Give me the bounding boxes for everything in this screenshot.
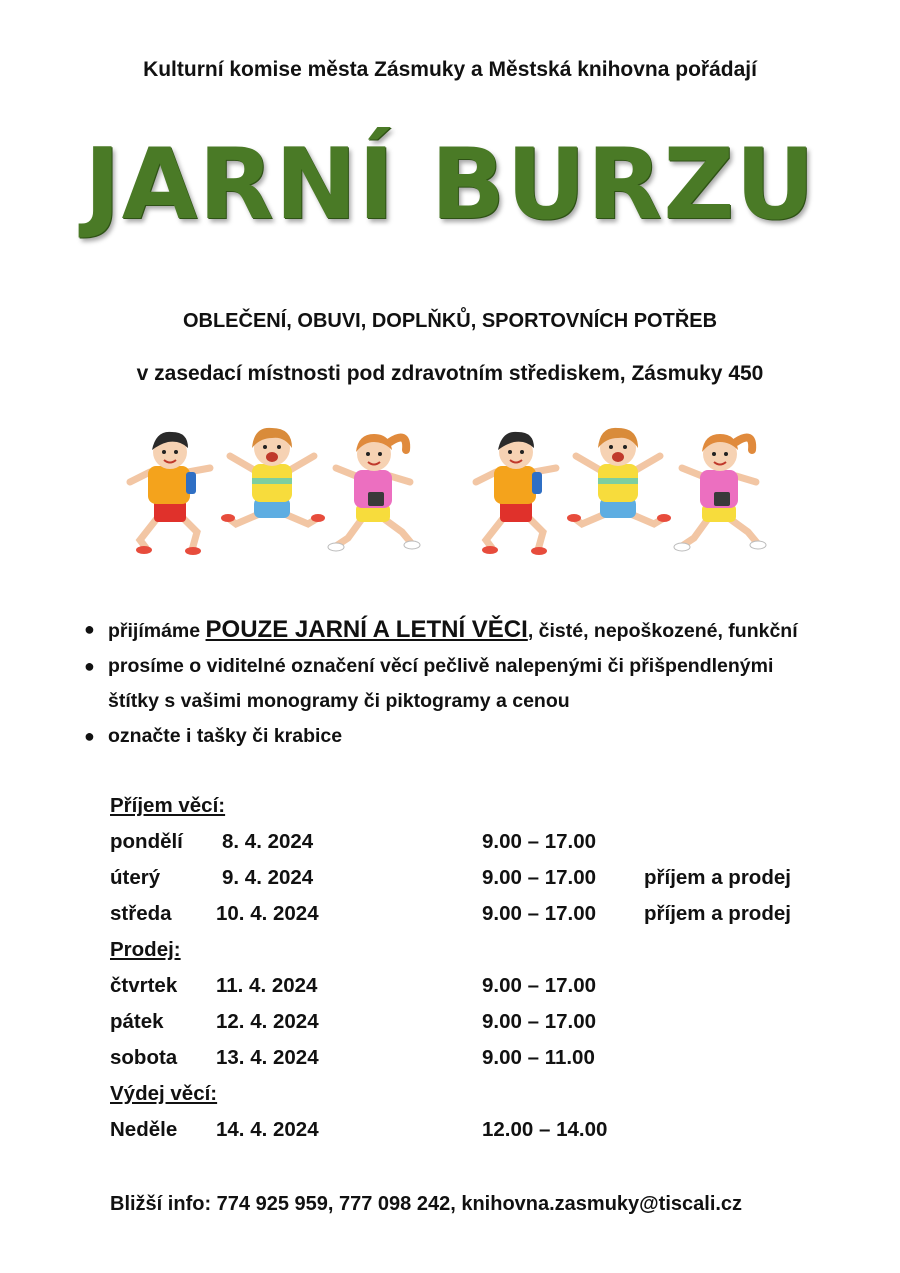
- girl-figure: [567, 428, 671, 524]
- day: úterý: [110, 866, 161, 889]
- section-heading-row: [110, 794, 850, 830]
- rule-text: , čisté, nepoškozené, funkční: [527, 620, 798, 642]
- schedule-row: [110, 902, 850, 938]
- page-title: JARNÍ BURZU: [84, 128, 816, 242]
- bullet-icon: ●: [84, 656, 95, 676]
- schedule-row: [110, 866, 850, 902]
- contact-info: Bližší info: 774 925 959, 777 098 242, knihovna.zasmuky@tiscali.cz: [110, 1193, 743, 1215]
- boy-figure: [130, 432, 210, 555]
- schedule-row: [110, 1046, 850, 1082]
- section-heading-row: [110, 1082, 850, 1118]
- time: 9.00 – 17.00: [482, 830, 596, 853]
- rule-item: [80, 649, 870, 719]
- schedule-row: [110, 974, 850, 1010]
- kids-illustration-left: [122, 420, 432, 570]
- kids-illustration-right: [468, 420, 778, 570]
- bullet-icon: ●: [84, 726, 95, 746]
- rule-item: [80, 612, 870, 649]
- day: čtvrtek: [110, 974, 178, 997]
- schedule-row: [110, 1118, 850, 1154]
- note: příjem a prodej: [644, 866, 791, 889]
- time: 9.00 – 17.00: [482, 1010, 596, 1033]
- day: sobota: [110, 1046, 178, 1069]
- date: 12. 4. 2024: [216, 1010, 319, 1033]
- girl-figure: [674, 434, 766, 551]
- day: Neděle: [110, 1118, 178, 1141]
- schedule-row: [110, 830, 850, 866]
- time: 9.00 – 17.00: [482, 974, 596, 997]
- rule-text: označte i tašky či krabice: [108, 725, 343, 747]
- note: příjem a prodej: [644, 902, 791, 925]
- time: 9.00 – 17.00: [482, 902, 596, 925]
- pickup-heading: Výdej věcí:: [110, 1082, 218, 1105]
- day: pátek: [110, 1010, 164, 1033]
- rule-text: přijímáme: [108, 620, 206, 642]
- boy-figure: [476, 432, 556, 555]
- organizer-line: Kulturní komise města Zásmuky a Městská knihovna pořádají: [143, 58, 757, 81]
- bullet-icon: ●: [84, 619, 95, 639]
- rule-text: štítky s vašimi monogramy či piktogramy a cenou: [108, 690, 570, 712]
- day: pondělí: [110, 830, 183, 853]
- day: středa: [110, 902, 172, 925]
- schedule-row: [110, 1010, 850, 1046]
- schedule: [110, 794, 850, 1154]
- time: 12.00 – 14.00: [482, 1118, 608, 1141]
- girl-figure: [221, 428, 325, 524]
- date: 13. 4. 2024: [216, 1046, 319, 1069]
- items-line: OBLEČENÍ, OBUVI, DOPLŇKŮ, SPORTOVNÍCH POTŘEB: [182, 310, 718, 332]
- girl-figure: [328, 434, 420, 551]
- rules-list: [80, 612, 870, 754]
- date: 9. 4. 2024: [222, 866, 314, 889]
- section-heading-row: [110, 938, 850, 974]
- time: 9.00 – 11.00: [482, 1046, 595, 1069]
- rule-item: [80, 719, 870, 754]
- rule-text: prosíme o viditelné označení věcí pečlivě nalepenými či přišpendlenými: [108, 655, 774, 677]
- rule-emphasis: POUZE JARNÍ A LETNÍ VĚCI: [205, 616, 528, 643]
- time: 9.00 – 17.00: [482, 866, 596, 889]
- date: 11. 4. 2024: [216, 974, 318, 997]
- venue-line: v zasedací místnosti pod zdravotním střediskem, Zásmuky 450: [136, 362, 764, 385]
- date: 14. 4. 2024: [216, 1118, 319, 1141]
- date: 10. 4. 2024: [216, 902, 319, 925]
- date: 8. 4. 2024: [222, 830, 314, 853]
- receipt-heading: Příjem věcí:: [110, 794, 226, 817]
- sale-heading: Prodej:: [110, 938, 181, 961]
